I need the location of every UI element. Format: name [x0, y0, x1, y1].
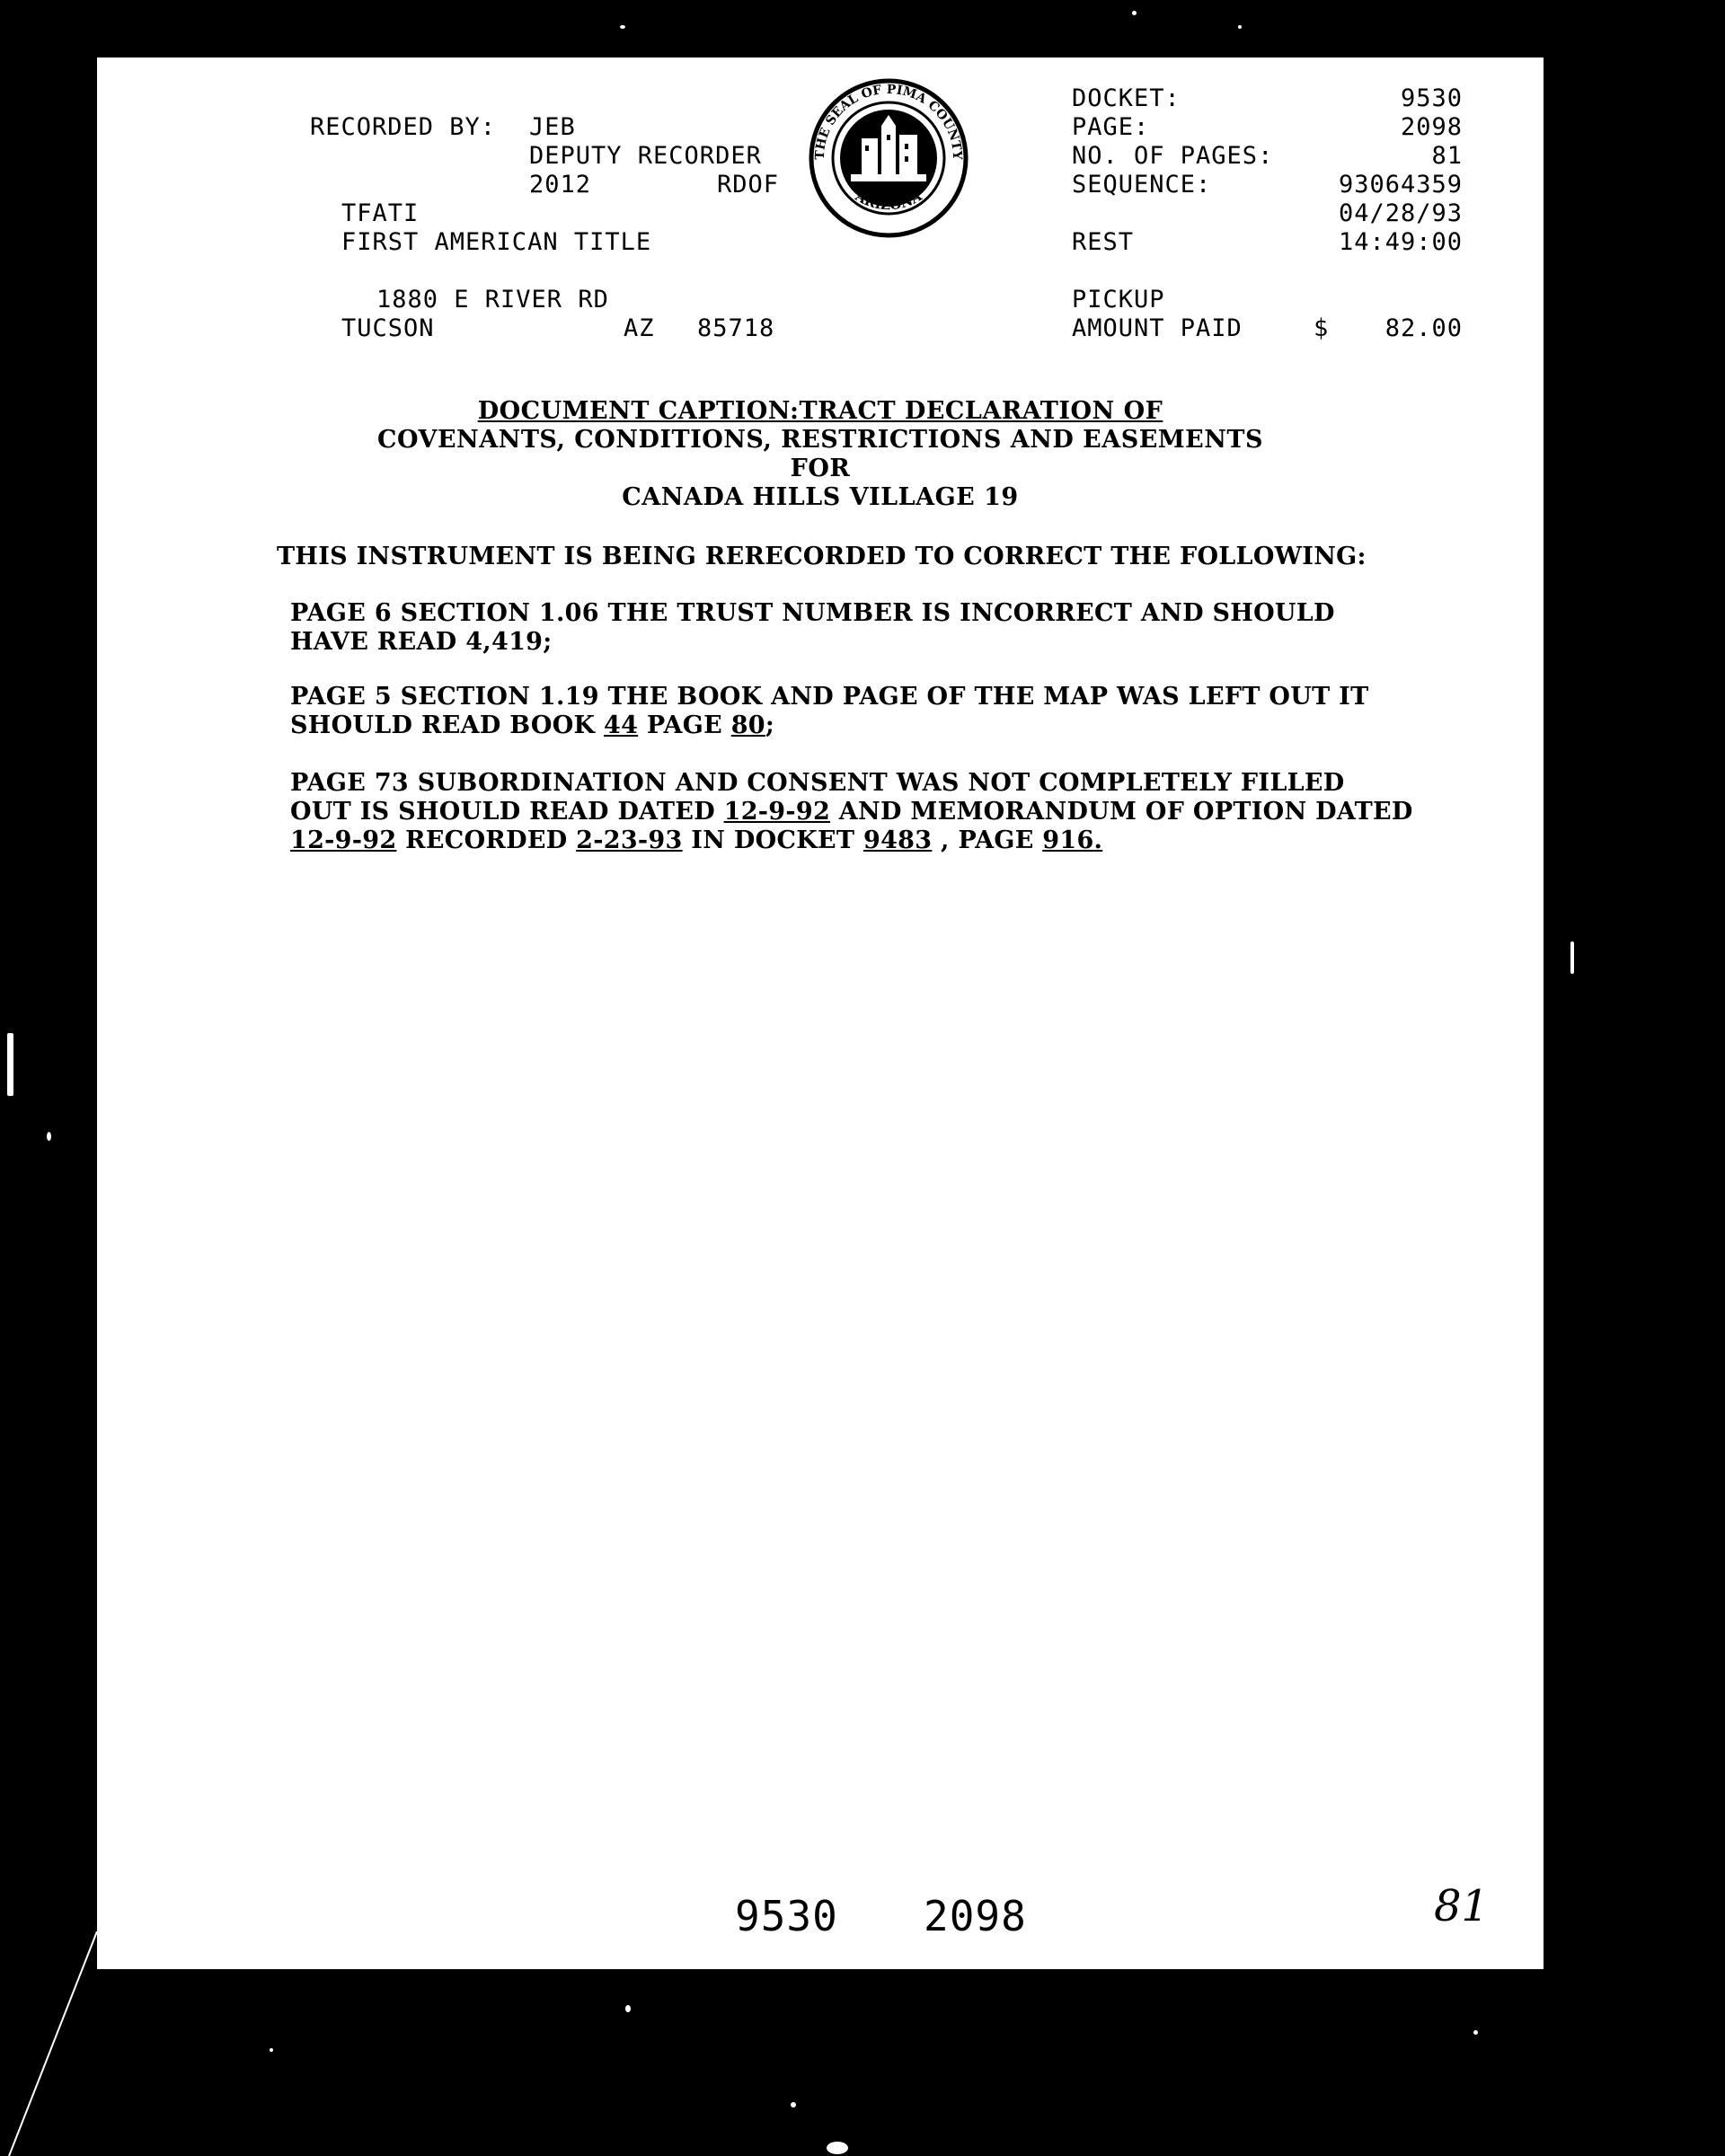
num-pages-label: NO. OF PAGES: — [1072, 142, 1274, 170]
correction-3-text-e: , PAGE — [941, 826, 1034, 854]
county-seal-icon — [806, 75, 971, 241]
footer-docket-stamp: 9530 — [735, 1892, 838, 1940]
footer-page-stamp: 2098 — [924, 1892, 1027, 1940]
address-state: AZ — [624, 314, 655, 342]
correction-1: PAGE 6 SECTION 1.06 THE TRUST NUMBER IS INCORRECT AND SHOULD HAVE READ 4,419; — [290, 599, 1335, 656]
seal-text-top: THE SEAL OF PIMA COUNTY — [812, 82, 965, 161]
correction-2-book: 44 — [603, 711, 639, 739]
address-city: TUCSON — [341, 314, 435, 342]
correction-2-page: 80 — [730, 711, 765, 739]
company-name: FIRST AMERICAN TITLE — [341, 228, 652, 256]
correction-2 — [290, 683, 1413, 740]
seal-text-bottom: ARIZONA — [852, 188, 925, 214]
num-pages-value: 81 — [1431, 142, 1463, 170]
docket-label: DOCKET: — [1072, 84, 1181, 112]
correction-3-date-3: 2-23-93 — [576, 826, 683, 854]
correction-2-text: PAGE 5 SECTION 1.19 THE BOOK AND PAGE OF THE MAP WAS LEFT OUT IT SHOULD READ BOOK — [290, 683, 1369, 739]
rest-label: REST — [1072, 228, 1135, 256]
recorder-code: 2012 — [529, 171, 592, 199]
document-page — [97, 57, 1544, 1969]
caption-line-4: CANADA HILLS VILLAGE 19 — [622, 483, 1019, 511]
scan-speck — [620, 25, 625, 29]
amount-currency: $ — [1314, 314, 1330, 342]
correction-3-text-d: IN DOCKET — [691, 826, 855, 854]
scan-scratch — [0, 1931, 126, 2156]
sequence-label: SEQUENCE: — [1072, 171, 1212, 199]
scan-speck — [270, 2048, 273, 2052]
correction-3-page: 916. — [1042, 826, 1103, 854]
correction-3-docket: 9483 — [862, 826, 933, 854]
scan-speck — [7, 1033, 13, 1096]
caption-line-3: FOR — [790, 455, 851, 482]
scan-speck — [1132, 11, 1137, 15]
correction-2-end: ; — [765, 711, 775, 739]
handwritten-page-count: 81 — [1434, 1881, 1490, 1931]
scan-speck — [1570, 941, 1574, 974]
amount-paid-value: 82.00 — [1384, 314, 1463, 342]
amount-paid-label: AMOUNT PAID — [1072, 314, 1243, 342]
correction-2-page-label: PAGE — [646, 711, 722, 739]
caption-line-2: COVENANTS, CONDITIONS, RESTRICTIONS AND EASEMENTS — [376, 426, 1264, 454]
sequence-value: 93064359 — [1338, 171, 1463, 199]
document-caption — [97, 397, 1544, 512]
intro-paragraph: THIS INSTRUMENT IS BEING RERECORDED TO CORRECT THE FOLLOWING: — [277, 543, 1367, 570]
caption-line-1: DOCUMENT CAPTION:TRACT DECLARATION OF — [477, 397, 1163, 425]
recorder-title: DEPUTY RECORDER — [529, 142, 762, 170]
scan-speck — [625, 2005, 631, 2012]
pickup-label: PICKUP — [1072, 286, 1165, 314]
correction-3-date-2: 12-9-92 — [290, 826, 397, 854]
page-value: 2098 — [1400, 113, 1463, 141]
company-code: TFATI — [341, 199, 420, 227]
address-street: 1880 E RIVER RD — [376, 286, 609, 314]
recorded-by-value: JEB — [529, 113, 576, 141]
correction-3 — [290, 769, 1413, 855]
correction-3-text-a: PAGE 73 SUBORDINATION AND CONSENT WAS NOT COMPLETELY FILLED OUT IS SHOULD READ DATED — [290, 769, 1345, 826]
scan-speck — [1238, 25, 1242, 29]
recorded-by-label: RECORDED BY: — [310, 113, 497, 141]
address-zip: 85718 — [697, 314, 775, 342]
recorded-time: 14:49:00 — [1338, 228, 1463, 256]
docket-value: 9530 — [1400, 84, 1463, 112]
scan-speck — [1473, 2030, 1478, 2035]
recorded-date: 04/28/93 — [1338, 199, 1463, 227]
scan-speck — [827, 2142, 848, 2154]
page-label: PAGE: — [1072, 113, 1150, 141]
scan-speck — [791, 2102, 796, 2107]
correction-3-text-c: RECORDED — [405, 826, 568, 854]
correction-3-date-1: 12-9-92 — [723, 798, 831, 826]
scan-speck — [47, 1132, 51, 1141]
correction-3-text-b: AND MEMORANDUM OF OPTION DATED — [838, 798, 1413, 826]
recorder-type: RDOF — [717, 171, 780, 199]
